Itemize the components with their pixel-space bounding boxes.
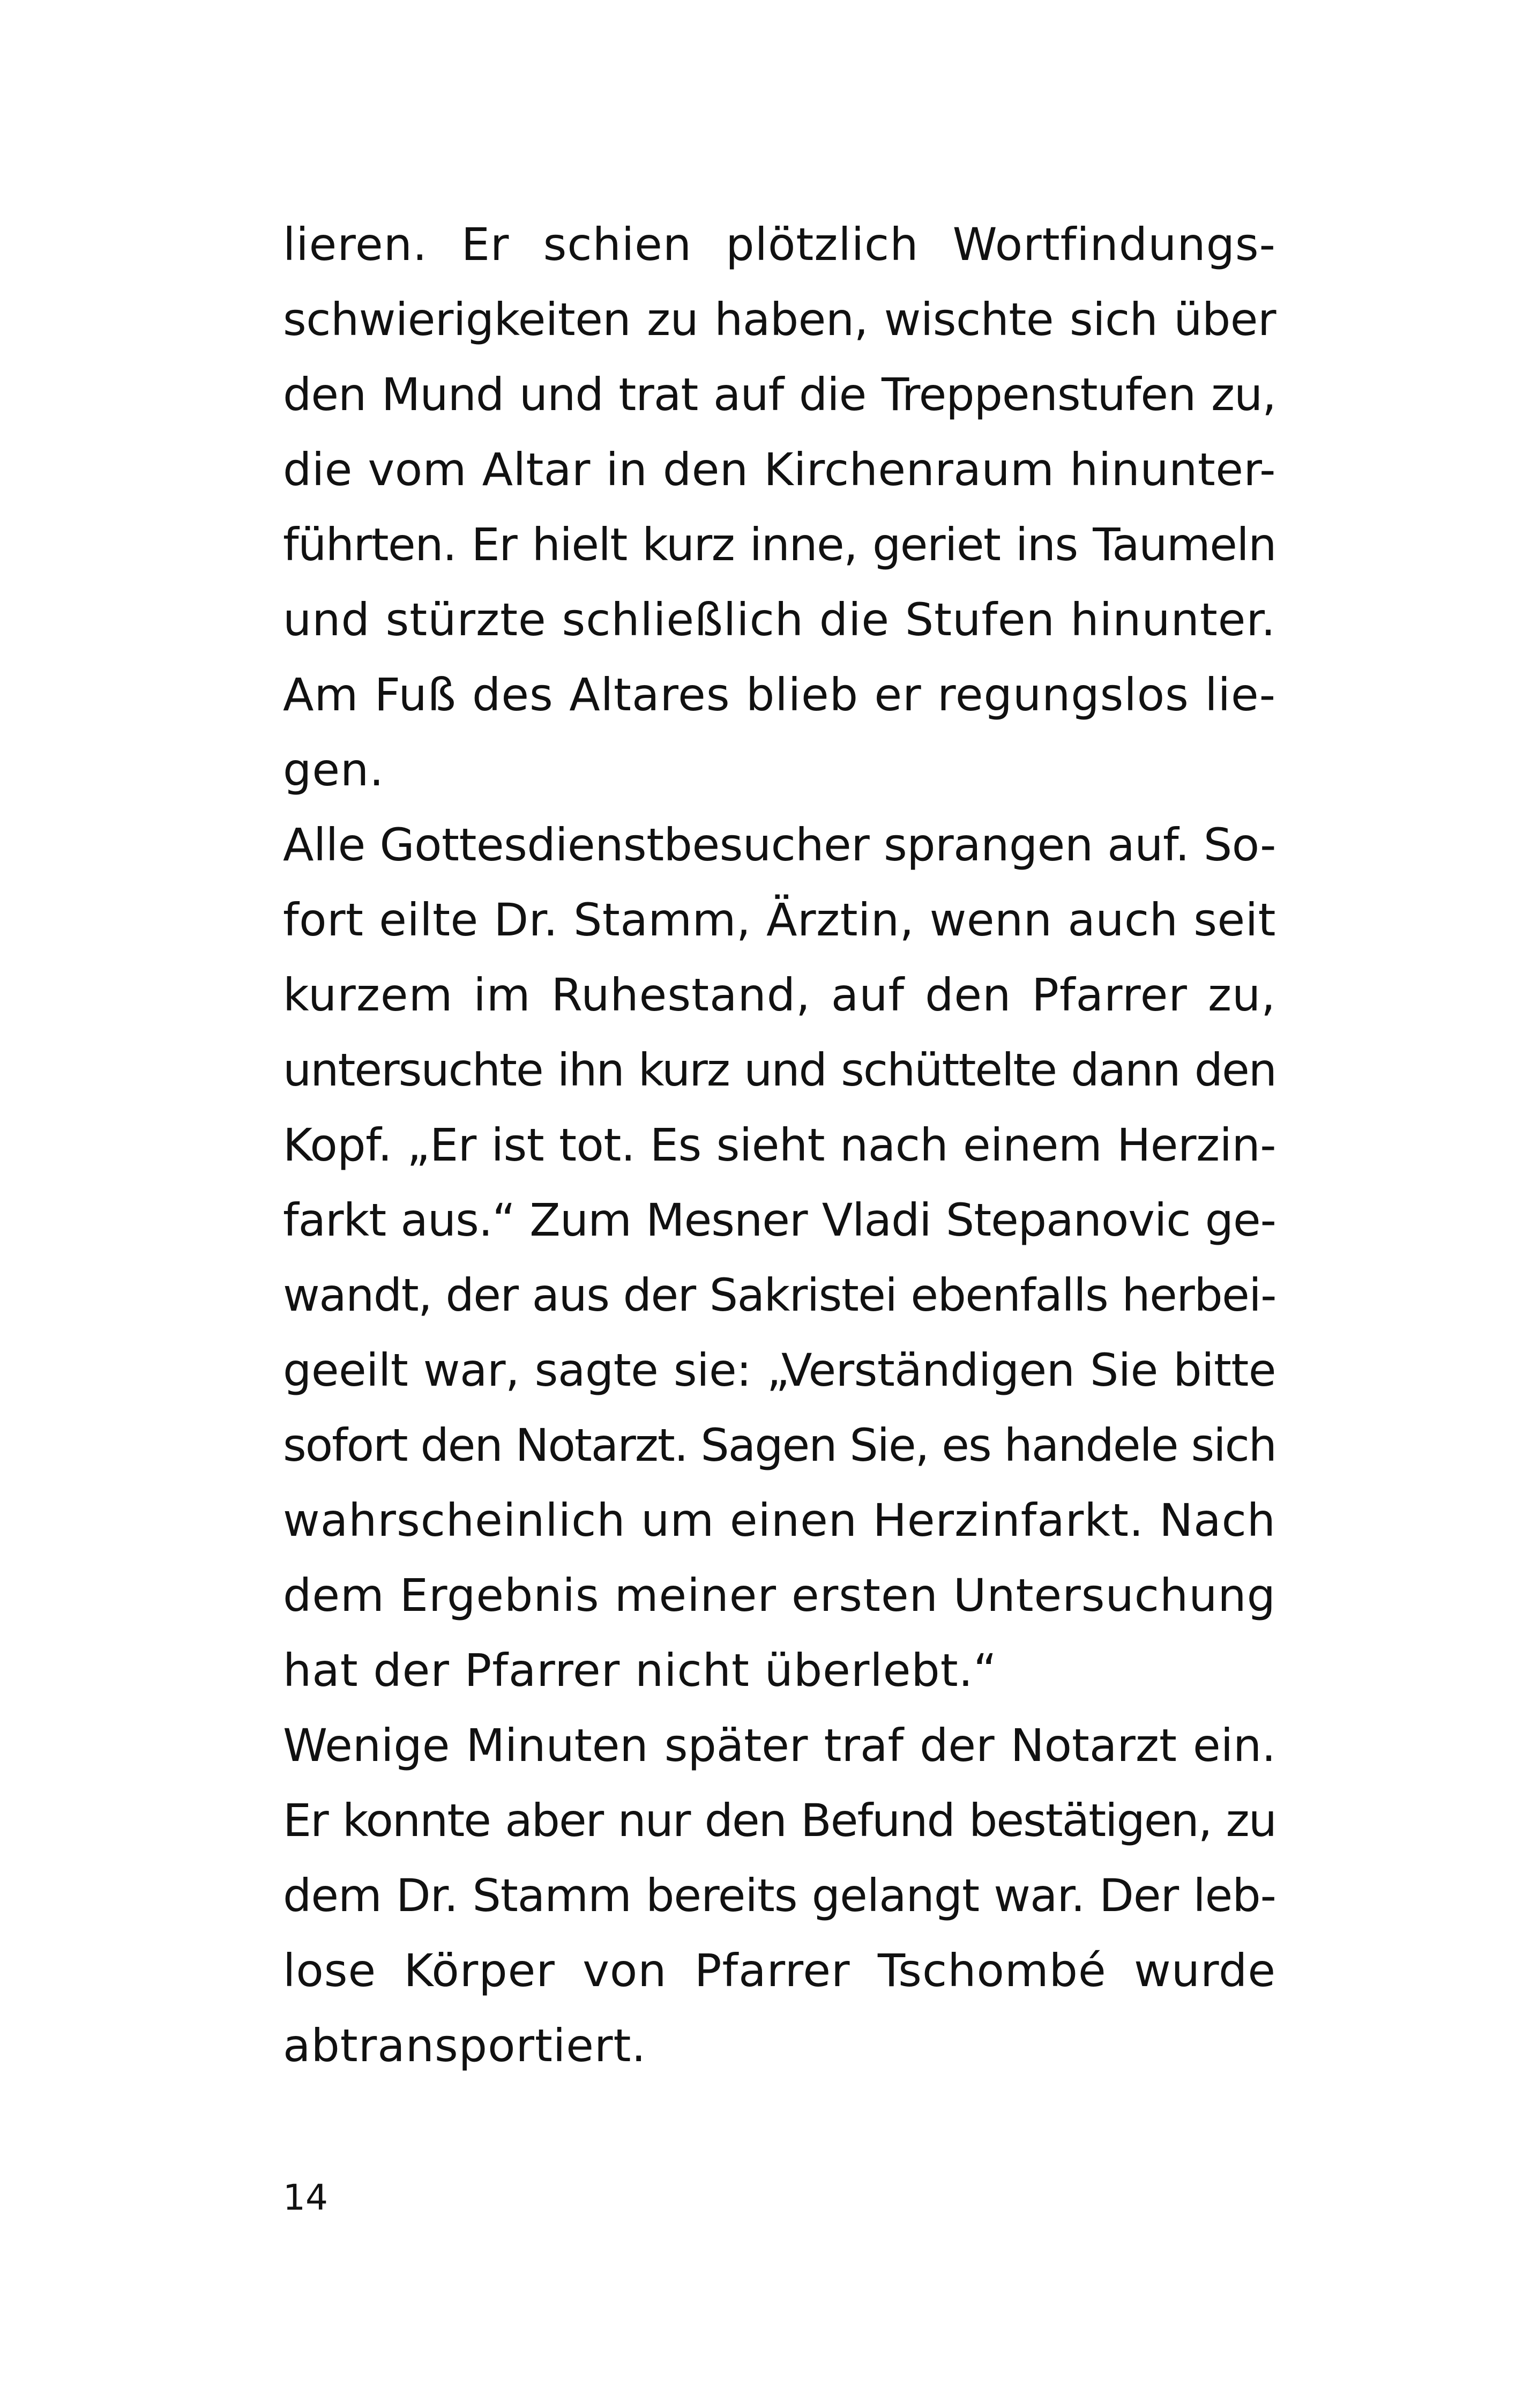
text-line: Alle Gottesdienstbesucher sprangen auf. So- [283,819,1276,871]
text-line: untersuchte ihn kurz und schüttelte dann den [283,1044,1276,1096]
text-line: Am Fuß des Altares blieb er regungslos lie- [283,668,1276,721]
text-line: und stürzte schließlich die Stufen hinunter. [283,593,1276,646]
text-line: Er konnte aber nur den Befund bestätigen, zu [283,1794,1276,1847]
text-line: geeilt war, sagte sie: „Verständigen Sie bitte [283,1344,1276,1396]
text-line: farkt aus.“ Zum Mesner Vladi Stepanovic ge- [283,1194,1276,1246]
text-line: lose Körper von Pfarrer Tschombé wurde [283,1944,1276,1997]
text-line: führten. Er hielt kurz inne, geriet ins Taumeln [283,518,1276,571]
text-line: schwierigkeiten zu haben, wischte sich über [283,293,1276,346]
text-line: den Mund und trat auf die Treppenstufen zu, [283,368,1276,421]
text-line: fort eilte Dr. Stamm, Ärztin, wenn auch seit [283,894,1276,946]
page-number: 14 [283,2177,328,2218]
body-text [283,207,1276,2083]
text-line: gen. [283,744,384,796]
text-line: wandt, der aus der Sakristei ebenfalls herbei- [283,1269,1276,1321]
text-line: dem Dr. Stamm bereits gelangt war. Der leb- [283,1869,1276,1922]
text-line: hat der Pfarrer nicht überlebt.“ [283,1644,997,1697]
text-line: wahrscheinlich um einen Herzinfarkt. Nach [283,1494,1276,1547]
text-line: Wenige Minuten später traf der Notarzt ein. [283,1719,1276,1772]
text-line: sofort den Notarzt. Sagen Sie, es handele sich [283,1419,1276,1471]
text-line: die vom Altar in den Kirchenraum hinunter- [283,443,1276,496]
text-line: Kopf. „Er ist tot. Es sieht nach einem Herzin- [283,1119,1276,1171]
text-line: dem Ergebnis meiner ersten Untersuchung [283,1569,1276,1622]
text-line: abtransportiert. [283,2019,647,2072]
text-line: kurzem im Ruhestand, auf den Pfarrer zu, [283,969,1276,1021]
text-line: lieren. Er schien plötzlich Wortfindungs- [283,218,1276,271]
